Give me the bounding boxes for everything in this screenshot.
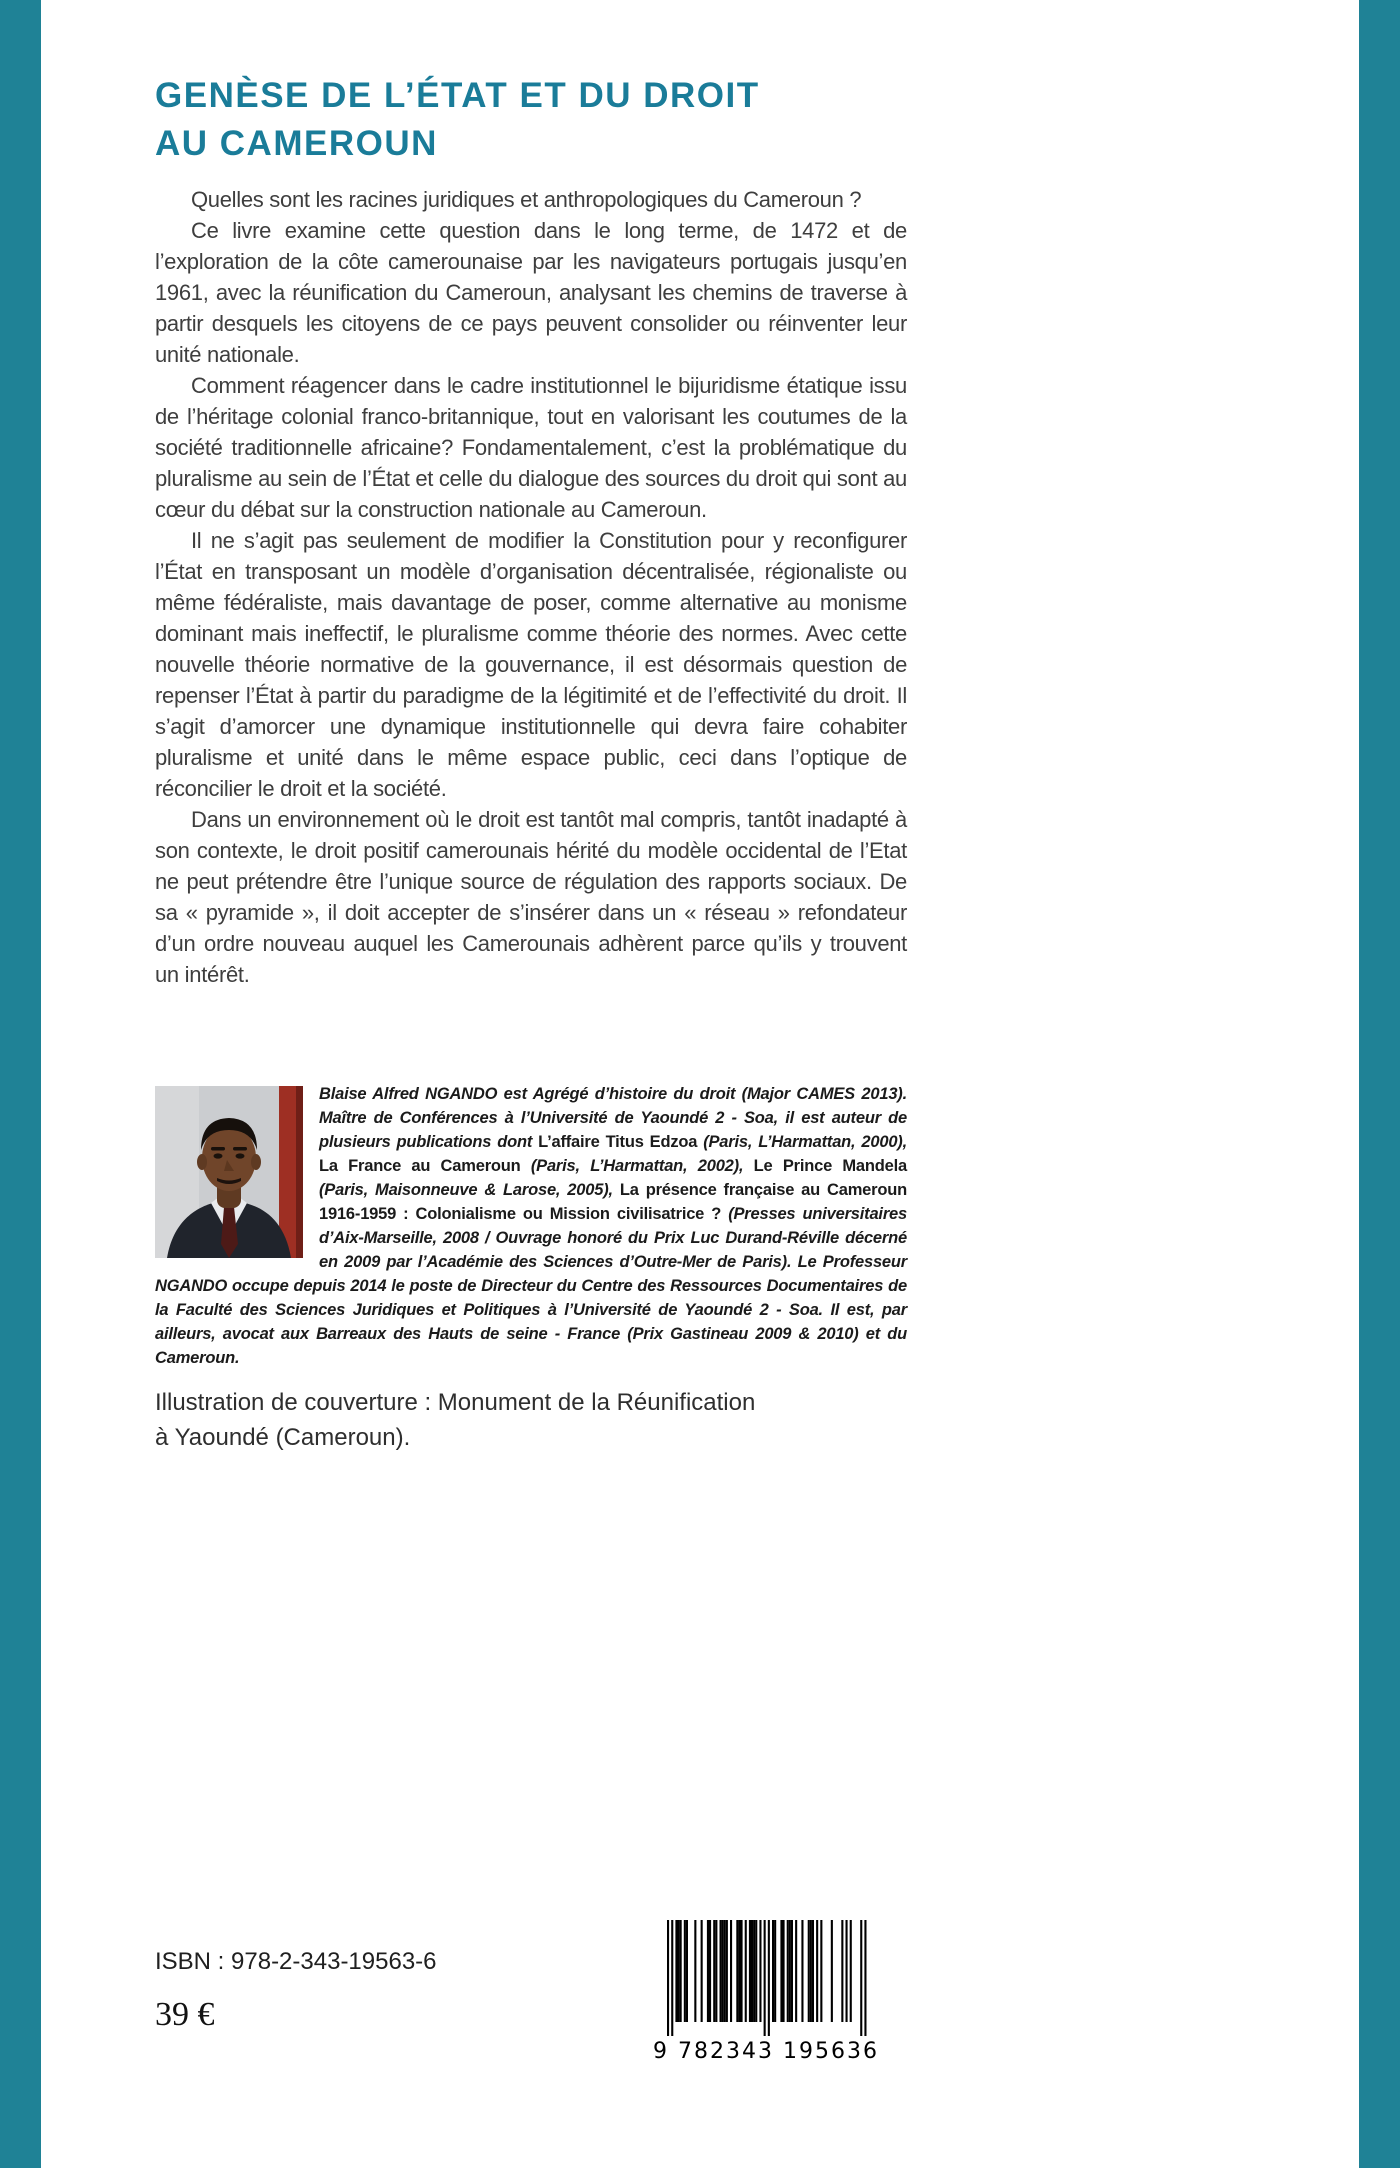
bio-author-name: Blaise Alfred NGANDO <box>319 1085 498 1103</box>
author-photo <box>155 1086 303 1258</box>
isbn-text: ISBN : 978-2-343-19563-6 <box>155 1948 437 1975</box>
book-title-line-2: AU CAMEROUN <box>155 124 438 163</box>
bio-text-segment: (Presses universitaires d’Aix-Marseille, 2008 / Ouvrage honoré du Prix Luc Durand-Réville décerné en 2009 par l’Académie des Sciences d’Outre-Mer de Paris). Le Professeur NGANDO occupe depuis 2014 le poste de Directeur du Centre des Ressources Documentaires de la Faculté des Sciences Juridiques et Politiques à l’Université de Yaoundé 2 - Soa. Il est, par ailleurs, avocat aux Barreaux des Hauts de seine - France (Prix Gastineau 2009 & 2010) et du Cameroun. <box>155 1205 907 1367</box>
right-accent-bar <box>1359 0 1400 2168</box>
cover-illustration-line-2: à Yaoundé (Cameroun). <box>155 1424 411 1451</box>
bio-text-segment: (Paris, Maisonneuve & Larose, 2005), <box>319 1181 620 1199</box>
bio-text-segment: (Paris, L’Harmattan, 2000), <box>697 1133 907 1151</box>
bio-book-title: La présence française au Cameroun 1916-1959 : Colonialisme ou Mission civilisatrice ? <box>319 1181 907 1223</box>
author-bio <box>155 1082 907 1370</box>
barcode-number: 9 782343 195636 <box>653 2039 879 2064</box>
bio-text-segment: (Paris, L’Harmattan, 2002), <box>520 1157 754 1175</box>
barcode-bars <box>648 1920 884 2038</box>
synopsis-paragraph: Ce livre examine cette question dans le long terme, de 1472 et de l’exploration de la côte camerounaise par les navigateurs portugais jusqu’en 1961, avec la réunification du Cameroun, analysant les chemins de traverse à partir desquels les citoyens de ce pays peuvent consolider ou réinventer leur unité nationale. <box>155 218 907 367</box>
cover-illustration-line-1: Illustration de couverture : Monument de la Réunification <box>155 1389 756 1416</box>
price-text: 39 € <box>155 1996 215 2033</box>
cover-illustration-note <box>155 1385 855 1455</box>
bio-book-title: La France au Cameroun <box>319 1157 521 1175</box>
book-title <box>155 72 955 168</box>
synopsis <box>155 184 907 990</box>
bio-text-segment: est Agrégé d’histoire du droit (Major CAMES 2013). Maître de Conférences à l’Université de Yaoundé 2 - Soa, il est auteur de plusieurs publications dont <box>319 1085 907 1151</box>
synopsis-paragraph: Comment réagencer dans le cadre institutionnel le bijuridisme étatique issu de l’héritage colonial franco-britannique, tout en valorisant les coutumes de la société traditionnelle africaine? Fondamentalement, c’est la problématique du pluralisme au sein de l’État et celle du dialogue des sources du droit qui sont au cœur du débat sur la construction nationale au Cameroun. <box>155 373 907 522</box>
book-title-line-1: GENÈSE DE L’ÉTAT ET DU DROIT <box>155 76 760 115</box>
synopsis-paragraph: Quelles sont les racines juridiques et anthropologiques du Cameroun ? <box>191 187 862 212</box>
portrait-illustration <box>155 1086 303 1258</box>
synopsis-paragraph: Il ne s’agit pas seulement de modifier la Constitution pour y reconfigurer l’État en transposant un modèle d’organisation décentralisée, régionaliste ou même fédéraliste, mais davantage de poser, comme alternative au monisme dominant mais ineffectif, le pluralisme comme théorie des normes. Avec cette nouvelle théorie normative de la gouvernance, il est désormais question de repenser l’État à partir du paradigme de la légitimité et de l’effectivité du droit. Il s’agit d’amorcer une dynamique institutionnelle qui devra faire cohabiter pluralisme et unité dans le même espace public, ceci dans l’optique de réconcilier le droit et la société. <box>155 528 907 801</box>
synopsis-paragraph: Dans un environnement où le droit est tantôt mal compris, tantôt inadapté à son contexte, le droit positif camerounais hérité du modèle occidental de l’Etat ne peut prétendre être l’unique source de régulation des rapports sociaux. De sa « pyramide », il doit accepter de s’insérer dans un « réseau » refondateur d’un ordre nouveau auquel les Camerounais adhèrent parce qu’ils y trouvent un intérêt. <box>155 807 907 987</box>
bio-book-title: L’affaire Titus Edzoa <box>538 1133 698 1151</box>
barcode <box>648 1920 884 2072</box>
left-accent-bar <box>0 0 41 2168</box>
bio-book-title: Le Prince Mandela <box>753 1157 907 1175</box>
